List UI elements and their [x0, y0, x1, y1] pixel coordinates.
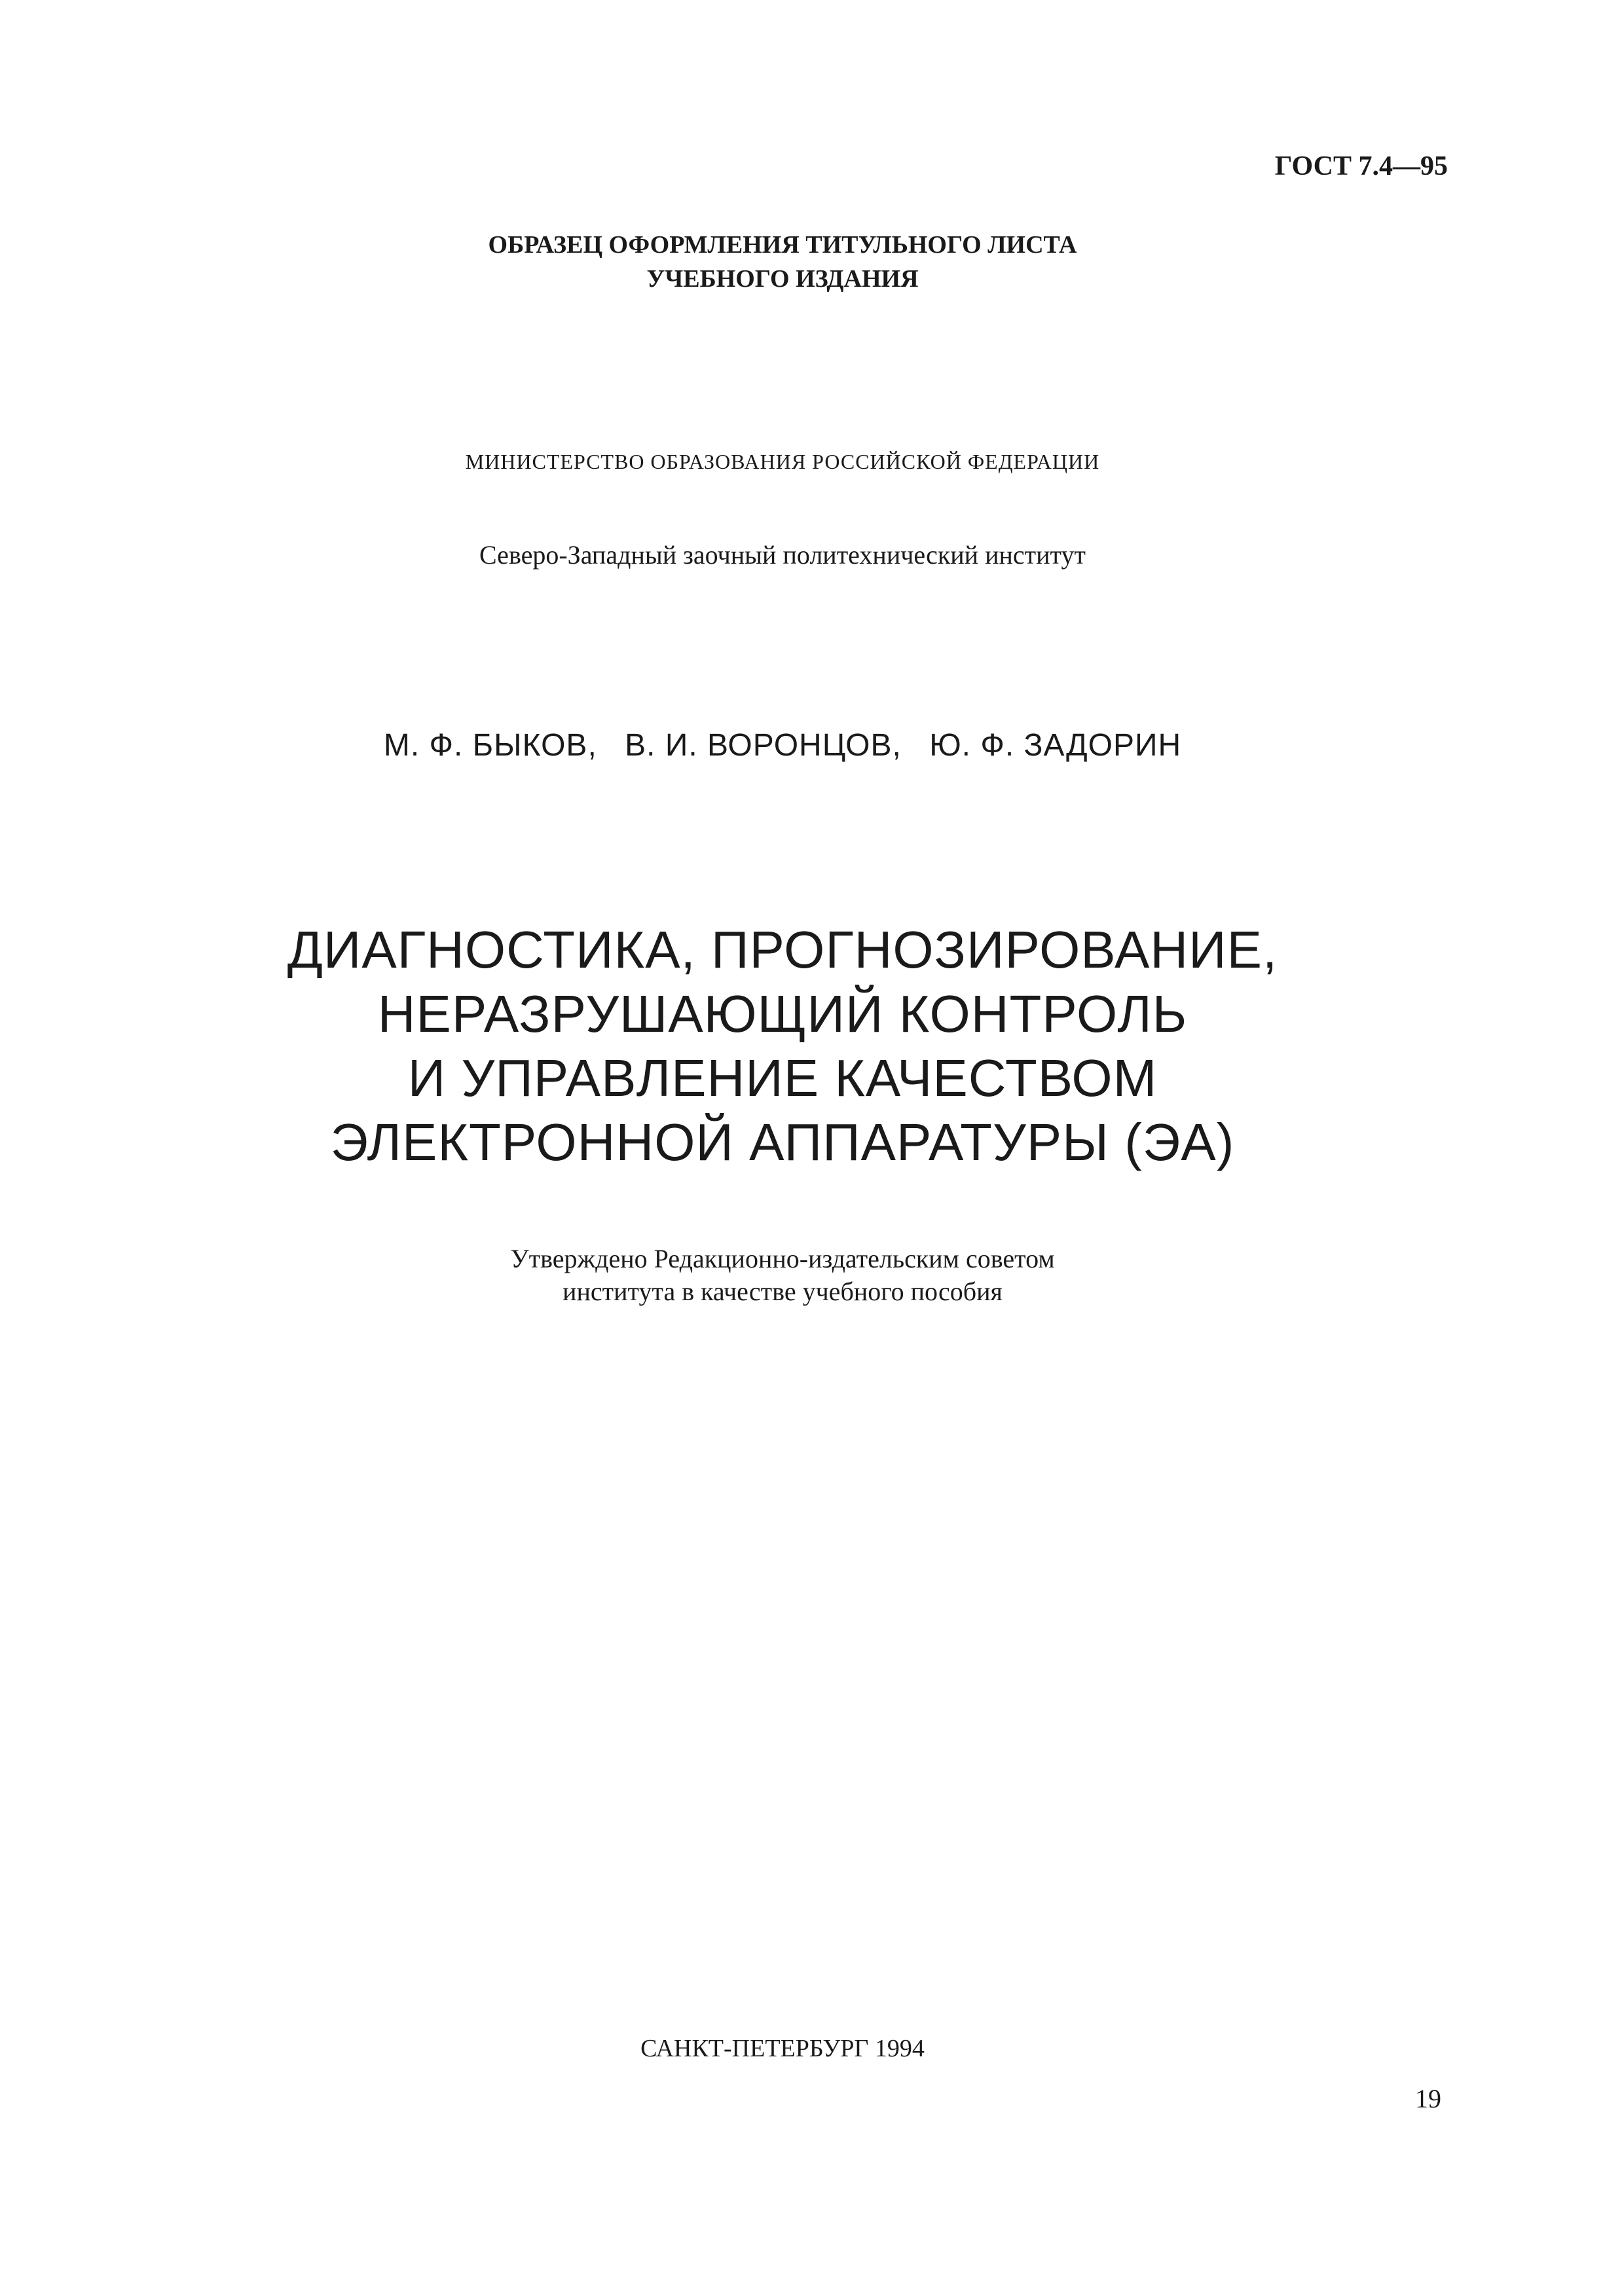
page-number: 19: [1415, 2084, 1441, 2113]
sample-heading-line: ОБРАЗЕЦ ОФОРМЛЕНИЯ ТИТУЛЬНОГО ЛИСТА: [488, 231, 1077, 259]
ministry-name: МИНИСТЕРСТВО ОБРАЗОВАНИЯ РОССИЙСКОЙ ФЕДЕРАЦИИ: [465, 450, 1100, 473]
book-title: [0, 918, 1565, 1175]
authors: [0, 725, 1565, 766]
author-name: М. Ф. БЫКОВ,: [383, 728, 597, 763]
author-name: Ю. Ф. ЗАДОРИН: [929, 728, 1182, 763]
standard-number: ГОСТ 7.4—95: [1274, 151, 1448, 181]
approval-note-line: Утверждено Редакционно-издательским советом: [510, 1244, 1055, 1273]
book-title-line: ДИАГНОСТИКА, ПРОГНОЗИРОВАНИЕ,: [287, 920, 1278, 979]
approval-note-line: института в качестве учебного пособия: [562, 1277, 1003, 1306]
approval-note: [0, 1243, 1565, 1308]
city-year: САНКТ-ПЕТЕРБУРГ 1994: [640, 2035, 925, 2062]
book-title-line: ЭЛЕКТРОННОЙ АППАРАТУРЫ (ЭА): [330, 1113, 1235, 1171]
book-title-line: И УПРАВЛЕНИЕ КАЧЕСТВОМ: [407, 1049, 1158, 1107]
sample-heading-line: УЧЕБНОГО ИЗДАНИЯ: [646, 265, 919, 293]
book-title-line: НЕРАЗРУШАЮЩИЙ КОНТРОЛЬ: [377, 985, 1188, 1043]
institute-name: Северо-Западный заочный политехнический институт: [479, 540, 1086, 570]
author-name: В. И. ВОРОНЦОВ,: [625, 728, 902, 763]
sample-heading: [0, 228, 1565, 296]
